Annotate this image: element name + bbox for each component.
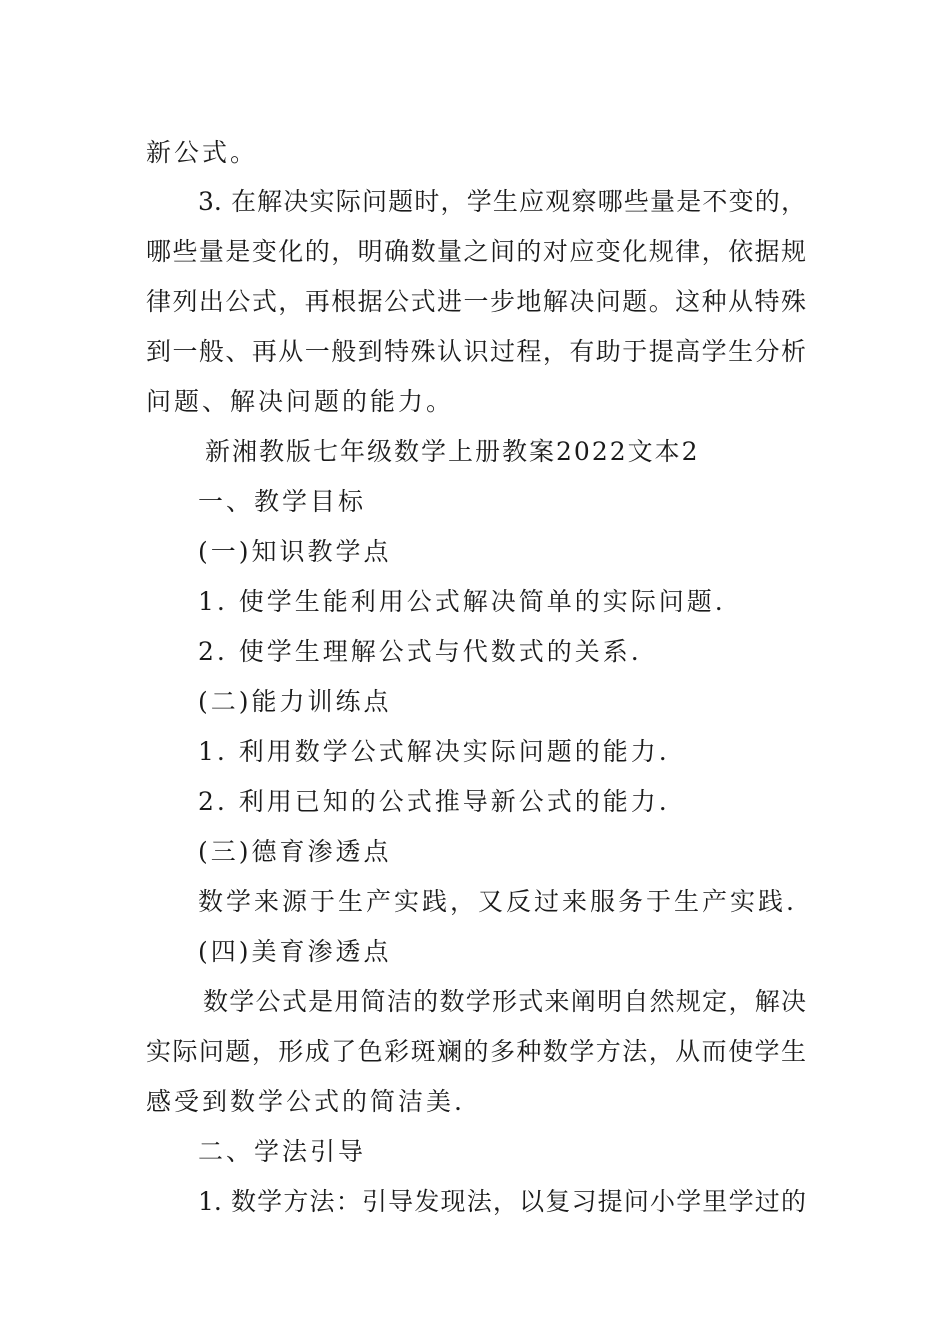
text-line: 3. 在解决实际问题时，学生应观察哪些量是不变的，: [198, 187, 806, 216]
subheading: (四)美育渗透点: [198, 937, 392, 966]
text-line: 1. 利用数学公式解决实际问题的能力.: [198, 737, 670, 766]
subheading: (二)能力训练点: [198, 687, 392, 716]
text-line: 1. 使学生能利用公式解决简单的实际问题.: [198, 587, 726, 616]
text-line: 数学公式是用简洁的数学形式来阐明自然规定，解决: [203, 987, 806, 1016]
text-line: 实际问题，形成了色彩斑斓的多种数学方法，从而使学生: [146, 1037, 806, 1066]
text-line: 2. 利用已知的公式推导新公式的能力.: [198, 787, 670, 816]
text-line: 数学来源于生产实践，又反过来服务于生产实践.: [198, 887, 797, 916]
heading: 一、教学目标: [198, 487, 367, 516]
text-line: 感受到数学公式的简洁美.: [146, 1087, 465, 1116]
text-line: 到一般、再从一般到特殊认识过程，有助于提高学生分析: [146, 337, 806, 366]
text-line: 哪些量是变化的，明确数量之间的对应变化规律，依据规: [146, 237, 806, 266]
section-title: 新湘教版七年级数学上册教案2022文本2: [205, 437, 700, 466]
text-line: 问题、解决问题的能力。: [146, 387, 455, 416]
text-line: 律列出公式，再根据公式进一步地解决问题。这种从特殊: [146, 287, 806, 316]
subheading: (三)德育渗透点: [198, 837, 392, 866]
subheading: (一)知识教学点: [198, 537, 392, 566]
text-line: 1. 数学方法：引导发现法，以复习提问小学里学过的: [198, 1187, 806, 1216]
text-line: 2. 使学生理解公式与代数式的关系.: [198, 637, 642, 666]
heading: 二、学法引导: [198, 1137, 367, 1166]
text-line: 新公式。: [146, 138, 259, 167]
